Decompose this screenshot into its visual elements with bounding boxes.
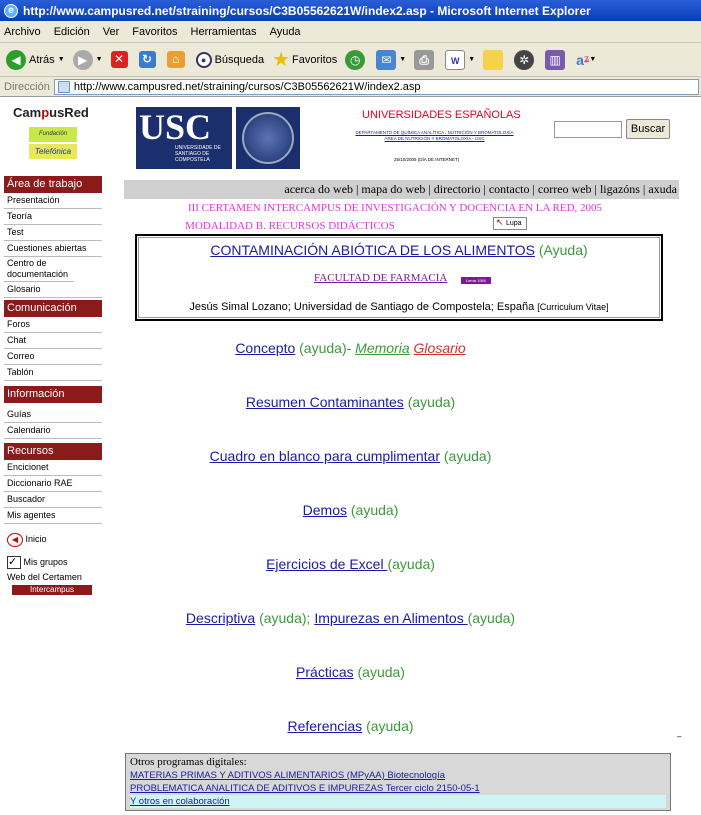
menu-ayuda[interactable]: Ayuda <box>269 25 301 38</box>
course-help-link[interactable]: (Ayuda) <box>538 242 588 258</box>
concepto-link[interactable]: Concepto <box>235 340 296 356</box>
sidebar-item-mis-grupos[interactable]: ✓ Mis grupos <box>4 548 102 570</box>
faculty-badge: Lema 1950 <box>461 277 491 284</box>
research-button[interactable] <box>545 50 568 70</box>
menu-edicion[interactable]: Edición <box>53 25 90 38</box>
sidebar-item-web-certamen[interactable]: Web del Certamen <box>4 570 102 585</box>
fundacion-badge[interactable]: Fundación <box>29 127 77 142</box>
sidebar-item-glosario[interactable]: Glosario <box>4 282 102 298</box>
modalidad-heading: MODALIDAD B. RECURSOS DIDÁCTICOS <box>185 220 395 232</box>
date-text: 25/10/2005 (DÍA DE INTERNET) <box>394 157 460 162</box>
universities-heading: UNIVERSIDADES ESPAÑOLAS <box>362 109 521 121</box>
print-button[interactable] <box>414 50 437 70</box>
demos-row <box>0 502 701 518</box>
menu-ver[interactable]: Ver <box>102 25 120 38</box>
search-submit-button[interactable]: Buscar <box>626 119 670 139</box>
address-input[interactable]: http://www.campusred.net/straining/cursos/C3B05562621W/index2.asp <box>54 79 699 95</box>
window-title: http://www.campusred.net/straining/cursos/C3B05562621W/index2.asp - Microsoft Internet Explorer <box>23 3 591 18</box>
impurezas-help-link[interactable]: (ayuda) <box>467 610 516 626</box>
sidebar-item-encicionet[interactable]: Encicionet <box>4 460 102 476</box>
search-icon: ● <box>196 52 212 68</box>
program-link-aditivos[interactable]: PROBLEMATICA ANALITICA DE ADITIVOS E IMPUREZAS Tercer ciclo 2150-05-1 <box>130 783 480 794</box>
sidebar-header-area: Área de trabajo <box>4 176 102 193</box>
stop-icon: ✕ <box>111 51 128 68</box>
practicas-row <box>0 664 701 680</box>
home-icon: ⌂ <box>167 51 185 68</box>
campusred-logo[interactable]: CampusRed <box>13 105 89 120</box>
sidebar-item-chat[interactable]: Chat <box>4 333 102 349</box>
descriptiva-help-link[interactable]: (ayuda); <box>259 610 311 626</box>
practicas-help-link[interactable]: (ayuda) <box>357 664 405 680</box>
forward-dropdown-icon[interactable]: ▼ <box>95 56 103 63</box>
edit-button[interactable] <box>445 50 475 70</box>
excel-link[interactable]: Ejercicios de Excel <box>266 556 388 572</box>
referencias-help-link[interactable]: (ayuda) <box>366 718 414 734</box>
sidebar-item-guias[interactable]: Guías <box>4 407 102 423</box>
other-programs-title: Otros programas digitales: <box>130 756 247 768</box>
program-link-otros[interactable]: Y otros en colaboración <box>130 795 666 808</box>
sidebar-item-tablon[interactable]: Tablón <box>4 365 102 381</box>
referencias-row <box>0 718 701 734</box>
home-speaker-icon: ◀ <box>7 533 23 547</box>
sidebar-item-centro-doc[interactable]: Centro de documentación <box>4 257 74 282</box>
demos-link[interactable]: Demos <box>302 502 347 518</box>
translate-icon: a <box>576 51 584 68</box>
cuadro-help-link[interactable]: (ayuda) <box>443 448 492 464</box>
word-icon: W <box>445 50 465 70</box>
page-content <box>0 97 701 815</box>
cv-link[interactable]: [Curriculum Vitae] <box>537 302 609 312</box>
intercampus-badge[interactable]: Intercampus <box>12 585 92 595</box>
menu-archivo[interactable]: Archivo <box>4 25 41 38</box>
lupa-button[interactable]: ↖ Lupa <box>493 217 527 230</box>
demos-help-link[interactable]: (ayuda) <box>350 502 399 518</box>
sidebar-item-correo[interactable]: Correo <box>4 349 102 365</box>
back-arrow-icon: ◀ <box>6 50 26 70</box>
top-nav-bar[interactable]: acerca do web | mapa do web | directorio | contacto | correo web | ligazóns | axuda <box>124 180 679 199</box>
author-line: Jesús Simal Lozano; Universidad de Santiago de Compostela; España [Curriculum Vitae] <box>189 301 609 313</box>
excel-help-link[interactable]: (ayuda) <box>387 556 435 572</box>
course-title <box>137 242 661 258</box>
folder-icon <box>483 50 503 70</box>
menu-bar <box>0 21 701 43</box>
resumen-link[interactable]: Resumen Contaminantes <box>245 394 404 410</box>
sidebar-item-mis-agentes[interactable]: Mis agentes <box>4 508 102 524</box>
mail-icon: ✉ <box>376 50 396 70</box>
search-button[interactable]: ● Búsqueda <box>196 52 265 68</box>
back-dropdown-icon[interactable]: ▼ <box>57 56 65 63</box>
impurezas-link[interactable]: Impurezas en Alimentos <box>314 610 468 626</box>
page-icon <box>58 81 70 93</box>
magnifier-icon: ↖ <box>496 217 504 227</box>
practicas-link[interactable]: Prácticas <box>296 664 354 680</box>
glosario-link[interactable]: Glosario <box>413 340 466 356</box>
edit-dropdown-icon[interactable]: ▼ <box>468 56 476 63</box>
usc-logo[interactable]: USC UNIVERSIDADE DE SANTIAGO DE COMPOSTELA <box>136 107 232 169</box>
sidebar-item-calendario[interactable]: Calendario <box>4 423 102 439</box>
telefonica-badge[interactable]: Telefónica <box>29 144 77 159</box>
ie-logo-icon: e <box>4 4 18 18</box>
menu-favoritos[interactable]: Favoritos <box>132 25 178 38</box>
forward-button[interactable] <box>73 50 103 70</box>
concepto-row <box>0 340 701 356</box>
other-programs-box <box>125 753 671 811</box>
mail-button[interactable] <box>376 50 406 70</box>
sidebar-item-foros[interactable]: Foros <box>4 317 102 333</box>
dash-mark: – <box>677 732 682 741</box>
cuadro-link[interactable]: Cuadro en blanco para cumplimentar <box>209 448 440 464</box>
gear-icon: ✲ <box>514 50 534 70</box>
window-title-bar <box>0 0 701 21</box>
memoria-link[interactable]: Memoria <box>355 340 410 356</box>
course-title-link[interactable]: CONTAMINACIÓN ABIÓTICA DE LOS ALIMENTOS <box>210 242 535 258</box>
descriptiva-link[interactable]: Descriptiva <box>185 610 256 626</box>
faculty-link[interactable]: FACULTAD DE FARMACIA <box>314 272 448 284</box>
refresh-icon: ↻ <box>139 51 156 68</box>
resumen-help-link[interactable]: (ayuda) <box>407 394 456 410</box>
seal-emblem-icon <box>242 112 294 164</box>
sidebar-item-buscador[interactable]: Buscador <box>4 492 102 508</box>
sidebar <box>4 176 102 595</box>
address-label: Dirección <box>4 80 50 93</box>
history-button[interactable] <box>345 50 368 70</box>
sidebar-header-recursos: Recursos <box>4 443 102 460</box>
stop-button[interactable] <box>111 51 131 68</box>
site-search-input[interactable] <box>554 121 622 138</box>
sidebar-item-diccionario[interactable]: Diccionario RAE <box>4 476 102 492</box>
folder-button[interactable] <box>483 50 506 70</box>
sidebar-item-teoria[interactable]: Teoría <box>4 209 102 225</box>
toolbar <box>0 43 701 77</box>
mail-dropdown-icon[interactable]: ▼ <box>399 56 407 63</box>
star-icon: ★ <box>272 49 291 71</box>
translate-dropdown-icon[interactable]: ▼ <box>589 56 597 63</box>
certamen-heading: III CERTAMEN INTERCAMPUS DE INVESTIGACIÓN Y DOCENCIA EN LA RED, 2005 <box>187 202 603 214</box>
sidebar-item-inicio[interactable]: ◀ Inicio <box>4 524 102 548</box>
program-link-mpyaa[interactable]: MATERIAS PRIMAS Y ADITIVOS ALIMENTARIOS (MPyAA) Biotecnología <box>130 770 446 781</box>
home-button[interactable] <box>167 51 188 68</box>
excel-row <box>0 556 701 572</box>
menu-herramientas[interactable]: Herramientas <box>190 25 257 38</box>
history-icon: ◷ <box>345 50 365 70</box>
sidebar-item-presentacion[interactable]: Presentación <box>4 193 102 209</box>
university-seal <box>236 107 300 169</box>
sidebar-header-informacion: Información <box>4 386 102 403</box>
sidebar-item-test[interactable]: Test <box>4 225 102 241</box>
tools-button[interactable] <box>514 50 537 70</box>
forward-arrow-icon: ▶ <box>73 50 93 70</box>
sidebar-header-comunicacion: Comunicación <box>4 300 102 317</box>
course-info-box <box>135 234 663 321</box>
printer-icon: ⎙ <box>414 50 434 70</box>
concepto-help-link[interactable]: (ayuda)- <box>299 340 352 356</box>
books-icon: ▥ <box>545 50 565 70</box>
translate-button[interactable]: a ʑ ▼ <box>576 51 597 68</box>
back-button[interactable]: ◀ Atrás ▼ <box>6 50 65 70</box>
checkbox-icon: ✓ <box>7 556 21 569</box>
sidebar-item-cuestiones[interactable]: Cuestiones abiertas <box>4 241 102 257</box>
descriptiva-row <box>0 610 701 626</box>
address-bar <box>0 77 701 97</box>
resumen-row <box>0 394 701 410</box>
refresh-button[interactable] <box>139 51 159 68</box>
referencias-link[interactable]: Referencias <box>287 718 363 734</box>
favorites-button[interactable]: ★ Favoritos <box>272 49 338 71</box>
department-link[interactable]: DEPARTAMENTO DE QUÍMICA ANALÍTICA , NUTRICIÓN Y BROMATOLOXÍA ÁREA DE NUTRICIÓN Y BROMATOLOXÍA - USC <box>355 130 514 141</box>
cuadro-row <box>0 448 701 464</box>
